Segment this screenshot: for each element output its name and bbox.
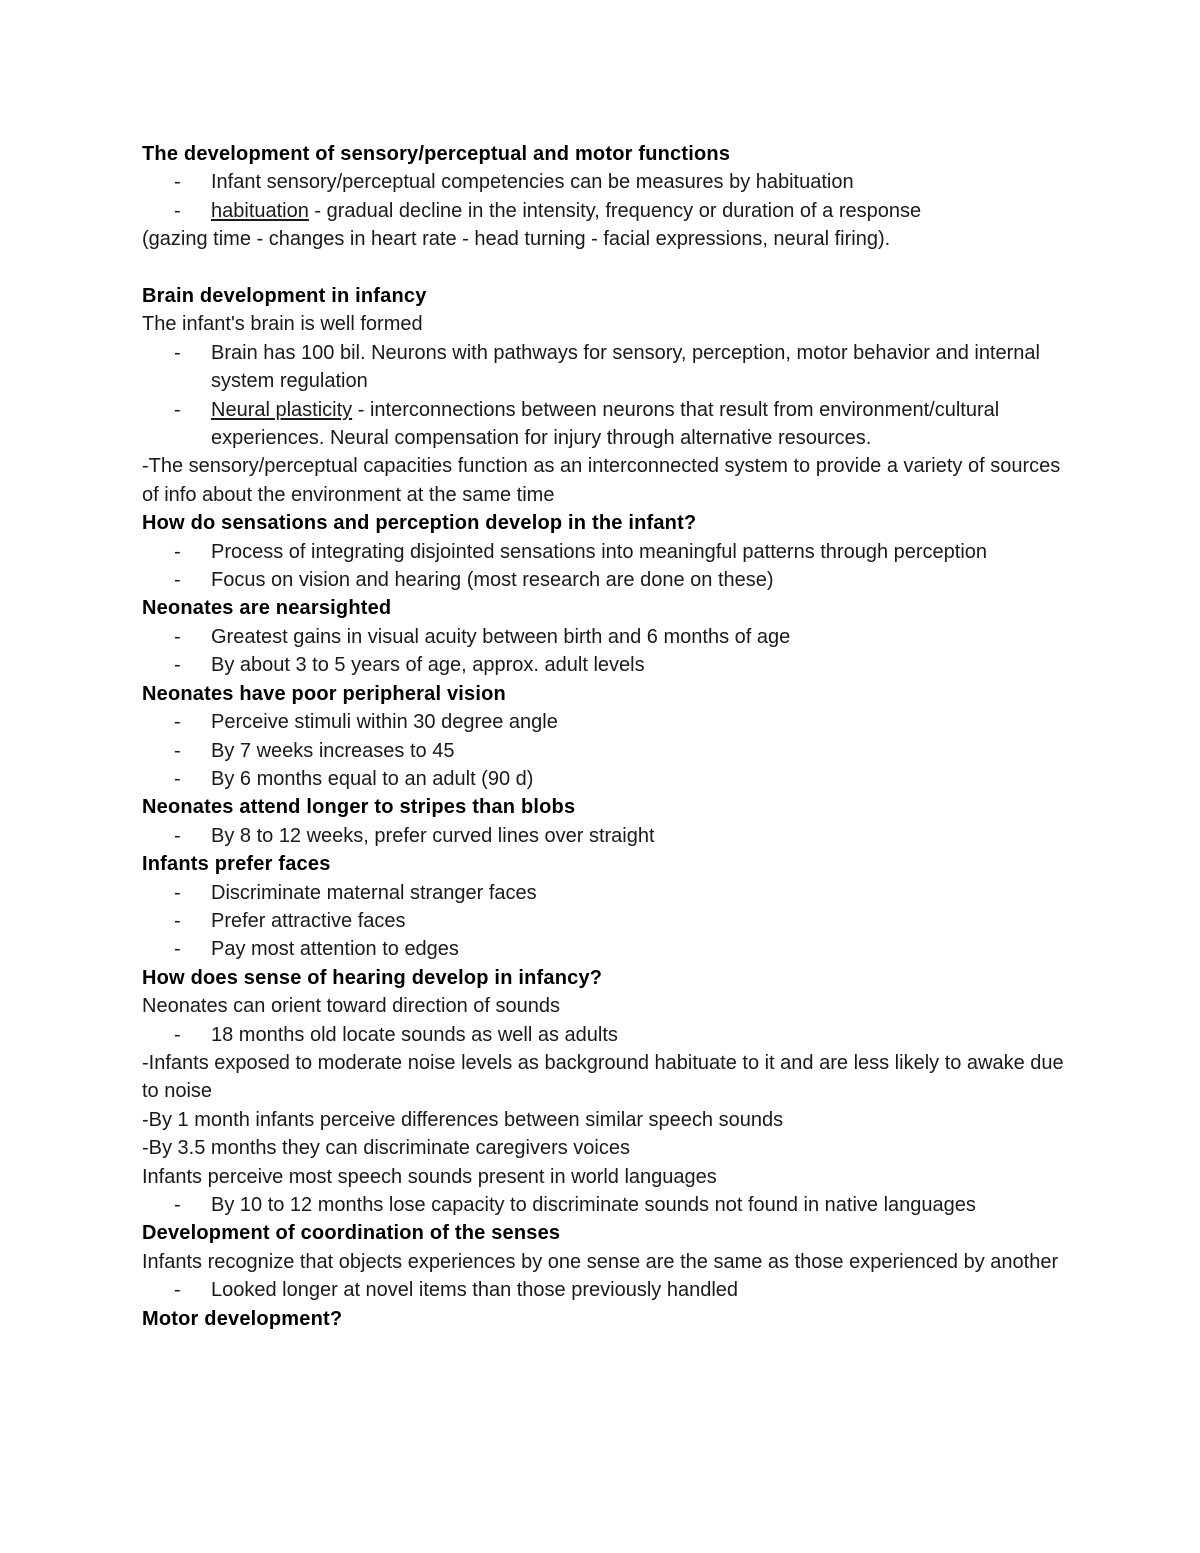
bullet-text: Perceive stimuli within 30 degree angle [211, 711, 558, 734]
bullet-text: 18 months old locate sounds as well as adults [211, 1023, 618, 1046]
blank-line [142, 254, 1072, 282]
bullet-text: Pay most attention to edges [211, 938, 459, 961]
section-heading: How does sense of hearing develop in infancy? [142, 966, 603, 989]
bullet-item [142, 907, 1072, 935]
section-heading: How do sensations and perception develop in the infant? [142, 512, 697, 535]
section-heading: Neonates are nearsighted [142, 597, 392, 620]
bullet-dash: - [174, 540, 181, 563]
section-heading: Motor development? [142, 1307, 343, 1330]
bullet-text: - gradual decline in the intensity, frequency or duration of a response [308, 199, 922, 222]
bullet-text: Greatest gains in visual acuity between birth and 6 months of age [211, 625, 791, 648]
bullet-text: By 6 months equal to an adult (90 d) [211, 767, 534, 790]
bullet-text: Brain has 100 bil. Neurons with pathways for sensory, perception, motor behavior and internal system regulation [211, 341, 1040, 393]
bullet-dash: - [174, 341, 181, 364]
bullet-item [142, 822, 1072, 850]
section-heading: Brain development in infancy [142, 285, 427, 308]
bullet-item [142, 765, 1072, 793]
bullet-text: Process of integrating disjointed sensations into meaningful patterns through perception [211, 540, 988, 563]
bullet-item [142, 935, 1072, 963]
bullet-dash: - [174, 739, 181, 762]
bullet-dash: - [174, 938, 181, 961]
section-heading: Neonates attend longer to stripes than blobs [142, 796, 576, 819]
bullet-dash: - [174, 767, 181, 790]
section-heading: Infants prefer faces [142, 853, 331, 876]
bullet-item [142, 1021, 1072, 1049]
bullet-item [142, 566, 1072, 594]
paragraph: The infant's brain is well formed [142, 313, 423, 336]
underlined-term: habituation [211, 199, 309, 222]
paragraph: Neonates can orient toward direction of sounds [142, 995, 561, 1018]
section-heading: The development of sensory/perceptual and motor functions [142, 143, 731, 165]
paragraph: -The sensory/perceptual capacities function as an interconnected system to provide a variety of sources of info about the environment at the same time [142, 455, 1061, 506]
bullet-dash: - [174, 1194, 181, 1217]
bullet-item [142, 651, 1072, 679]
bullet-dash: - [174, 824, 181, 847]
bullet-dash: - [174, 909, 181, 932]
bullet-text: By 7 weeks increases to 45 [211, 739, 455, 762]
bullet-dash: - [174, 625, 181, 648]
bullet-item [142, 737, 1072, 765]
paragraph: -Infants exposed to moderate noise levels as background habituate to it and are less likely to awake due to noise [142, 1051, 1064, 1103]
paragraph: -By 1 month infants perceive differences between similar speech sounds [142, 1108, 784, 1131]
bullet-dash: - [174, 1279, 181, 1302]
bullet-text: By about 3 to 5 years of age, approx. adult levels [211, 654, 645, 677]
section-heading: Development of coordination of the senses [142, 1222, 561, 1245]
paragraph: -By 3.5 months they can discriminate caregivers voices [142, 1137, 630, 1160]
bullet-item [142, 197, 1072, 225]
bullet-item [142, 339, 1072, 396]
bullet-item [142, 538, 1072, 566]
bullet-item [142, 168, 1072, 196]
bullet-dash: - [174, 199, 181, 222]
bullet-text: By 10 to 12 months lose capacity to discriminate sounds not found in native languages [211, 1194, 976, 1217]
bullet-text: Prefer attractive faces [211, 909, 406, 932]
bullet-dash: - [174, 654, 181, 677]
paragraph: Infants perceive most speech sounds present in world languages [142, 1165, 717, 1188]
bullet-text: By 8 to 12 weeks, prefer curved lines over straight [211, 824, 655, 847]
document-page [142, 140, 1072, 1333]
bullet-text: - interconnections between neurons that result from environment/cultural experiences. Neural compensation for injury through alternative resources. [211, 398, 1000, 450]
bullet-text: Focus on vision and hearing (most research are done on these) [211, 569, 774, 592]
bullet-dash: - [174, 711, 181, 734]
underlined-term: Neural plasticity [211, 398, 353, 421]
bullet-text: Looked longer at novel items than those previously handled [211, 1279, 739, 1302]
bullet-text: Infant sensory/perceptual competencies can be measures by habituation [211, 171, 854, 194]
bullet-dash: - [174, 398, 181, 421]
bullet-item [142, 1191, 1072, 1219]
bullet-text: Discriminate maternal stranger faces [211, 881, 537, 904]
paragraph: Infants recognize that objects experiences by one sense are the same as those experienced by another [142, 1250, 1059, 1273]
bullet-item [142, 1276, 1072, 1304]
bullet-item [142, 708, 1072, 736]
bullet-item [142, 396, 1072, 453]
bullet-dash: - [174, 171, 181, 194]
bullet-dash: - [174, 1023, 181, 1046]
section-heading: Neonates have poor peripheral vision [142, 682, 506, 705]
bullet-item [142, 879, 1072, 907]
bullet-item [142, 623, 1072, 651]
bullet-dash: - [174, 569, 181, 592]
paragraph: (gazing time - changes in heart rate - head turning - facial expressions, neural firing). [142, 228, 891, 251]
bullet-dash: - [174, 881, 181, 904]
